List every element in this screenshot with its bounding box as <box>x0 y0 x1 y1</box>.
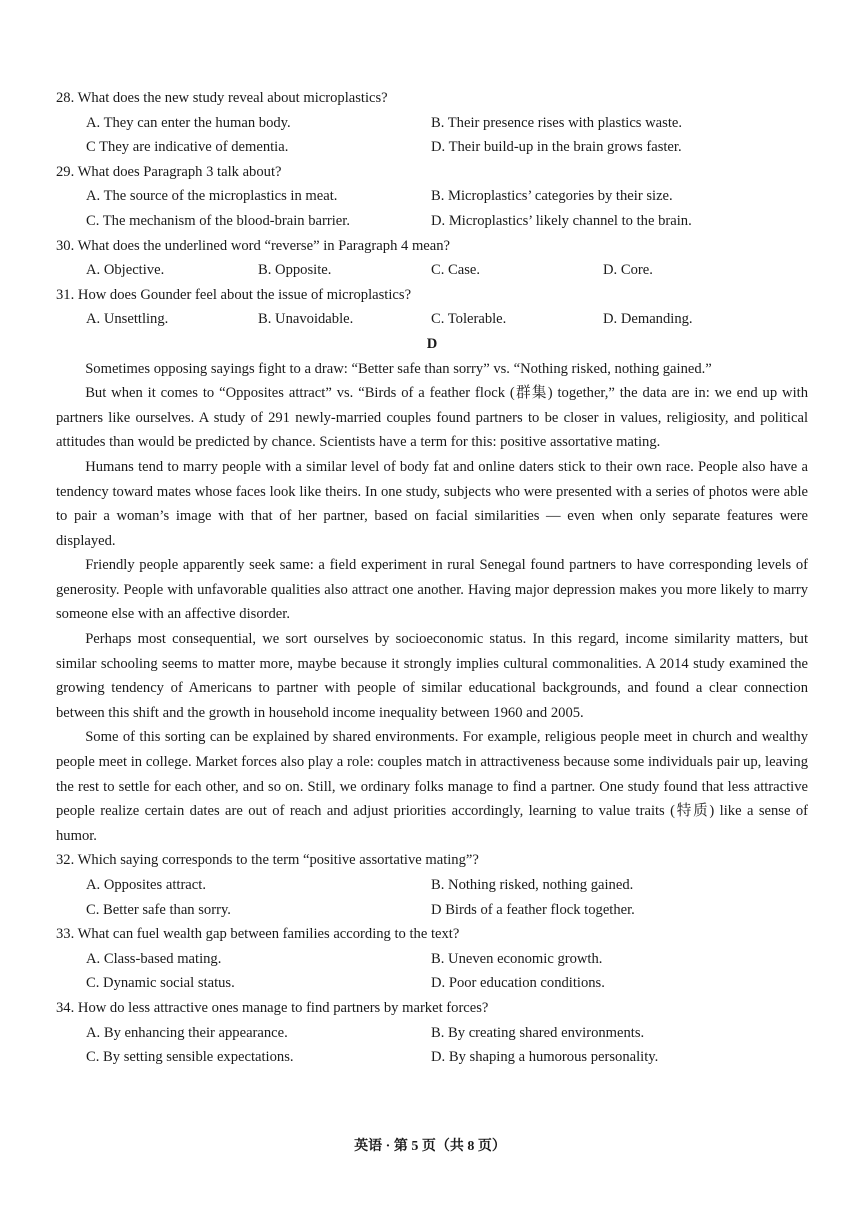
question-stem <box>56 86 808 111</box>
options-row <box>56 898 808 923</box>
question-31 <box>56 283 808 332</box>
option-d: D. By shaping a humorous personality. <box>431 1049 659 1066</box>
question-text-end: Paragraph 4 mean? <box>338 237 451 254</box>
paragraph: Humans tend to marry people with a similar level of body fat and online daters stick to their own race. People also have a tendency toward mates whose faces look like theirs. In one study, subjects who were presented with a series of photos were able to pair a woman’s image with that of her partner, based on facial similarities — even when only separate features were displayed. <box>56 458 808 549</box>
option-c: C They are indicative of dementia. <box>86 139 289 156</box>
option-d: D. Microplastics’ likely channel to the brain. <box>431 212 692 229</box>
option-b: B. Nothing risked, nothing gained. <box>431 877 634 893</box>
question-stem <box>56 996 808 1021</box>
question-number: 30. <box>56 237 75 254</box>
options-row <box>56 258 808 283</box>
option-c: C. Case. <box>431 262 481 279</box>
question-stem <box>56 160 808 185</box>
options-row <box>56 209 808 234</box>
question-stem <box>56 283 808 308</box>
option-d: D. Their build-up in the brain grows faster. <box>431 139 682 156</box>
options-row <box>56 184 808 209</box>
question-text: What can fuel wealth gap between families according to the text? <box>77 926 460 943</box>
option-c: C. The mechanism of the blood-brain barrier. <box>86 212 350 229</box>
options-row <box>56 1021 808 1046</box>
option-a: A. The source of the microplastics in meat. <box>86 188 338 205</box>
option-a: A. By enhancing their appearance. <box>86 1024 288 1041</box>
paragraph: Friendly people apparently seek same: a field experiment in rural Senegal found partners to have corresponding levels of generosity. People with unfavorable qualities also attract one another. Having major depression makes you more likely to marry someone else with an affective disorder. <box>56 557 808 623</box>
question-text: What does the underlined word “reverse” in <box>77 237 339 254</box>
page-footer: 英语 · 第 5 页（共 8 页） <box>354 1139 506 1154</box>
question-stem <box>56 922 808 947</box>
option-a: A. Unsettling. <box>86 311 169 328</box>
question-number: 32. <box>56 852 75 869</box>
option-b: B. Uneven economic growth. <box>431 950 603 967</box>
options-row <box>56 307 808 332</box>
option-a: A. Opposites attract. <box>86 877 206 893</box>
question-stem <box>56 234 808 259</box>
question-32 <box>56 848 808 922</box>
paragraph: Some of this sorting can be explained by shared environments. For example, religious people meet in church and wealthy people meet in college. Market forces also play a role: couples match in attractiveness because some individuals pair up, leaving the rest to settle for each other, and so on. Still, we ordinary folks manage to find a partner. One study found that less attractive people realize certain dates are out of reach and adjust priorities accordingly, learning to value traits (特质) like a sense of humor. <box>56 729 808 844</box>
question-text: How do less attractive ones manage to find partners by market forces? <box>77 999 489 1016</box>
question-text: How does Gounder feel about the issue of microplastics? <box>77 286 412 303</box>
question-number: 33. <box>56 926 75 943</box>
paragraph: Perhaps most consequential, we sort ourselves by socioeconomic status. In this regard, income similarity matters, but similar schooling seems to matter more, maybe because it strongly implies cultural commonalities. A 2014 study examined the growing tendency of Americans to partner with people of similar educational backgrounds, and found a clear connection between this shift and the growth in household income inequality between 1960 and 2005. <box>56 631 808 721</box>
question-text: What does Paragraph 3 talk about? <box>77 163 282 180</box>
option-a: A. They can enter the human body. <box>86 114 291 131</box>
section-heading: D <box>426 335 438 352</box>
question-30 <box>56 234 808 283</box>
option-b: B. Their presence rises with plastics waste. <box>431 114 683 131</box>
option-c: C. Dynamic social status. <box>86 975 235 992</box>
question-text: Which saying corresponds to the term “positive assortative mating”? <box>77 852 479 869</box>
option-d: D. Poor education conditions. <box>431 975 605 992</box>
options-row <box>56 971 808 996</box>
option-d: D. Core. <box>603 262 653 279</box>
question-text: What does the new study reveal about microplastics? <box>77 90 388 106</box>
option-c: C. Better safe than sorry. <box>86 901 231 918</box>
option-a: A. Class-based mating. <box>86 950 222 967</box>
options-row <box>56 873 808 898</box>
option-d: D. Demanding. <box>603 311 693 328</box>
option-b: B. By creating shared environments. <box>431 1024 645 1041</box>
question-number: 28. <box>56 90 75 106</box>
options-row <box>56 1045 808 1070</box>
question-28 <box>56 86 808 160</box>
option-c: C. Tolerable. <box>431 311 507 328</box>
option-c: C. By setting sensible expectations. <box>86 1049 294 1066</box>
option-b: B. Microplastics’ categories by their size. <box>431 188 673 205</box>
question-number: 34. <box>56 999 75 1016</box>
question-34 <box>56 996 808 1070</box>
paragraph: Sometimes opposing sayings fight to a draw: “Better safe than sorry” vs. “Nothing risked, nothing gained.” <box>85 360 712 377</box>
question-33 <box>56 922 808 996</box>
options-row <box>56 135 808 160</box>
question-number: 29. <box>56 163 75 180</box>
reading-passage <box>56 357 808 849</box>
paragraph: But when it comes to “Opposites attract” vs. “Birds of a feather flock (群集) together,” the data are in: we end up with partners like ourselves. A study of 291 newly-married couples found partners to be closer in values, religiosity, and political attitudes than would be predicted by chance. Scientists have a term for this: positive assortative mating. <box>56 385 808 451</box>
option-b: B. Opposite. <box>258 262 332 279</box>
option-b: B. Unavoidable. <box>258 311 354 328</box>
exam-page <box>56 86 808 1070</box>
option-d: D Birds of a feather flock together. <box>431 901 635 918</box>
question-29 <box>56 160 808 234</box>
options-row <box>56 947 808 972</box>
options-row <box>56 111 808 136</box>
option-a: A. Objective. <box>86 262 165 279</box>
question-number: 31. <box>56 286 75 303</box>
question-stem <box>56 848 808 873</box>
